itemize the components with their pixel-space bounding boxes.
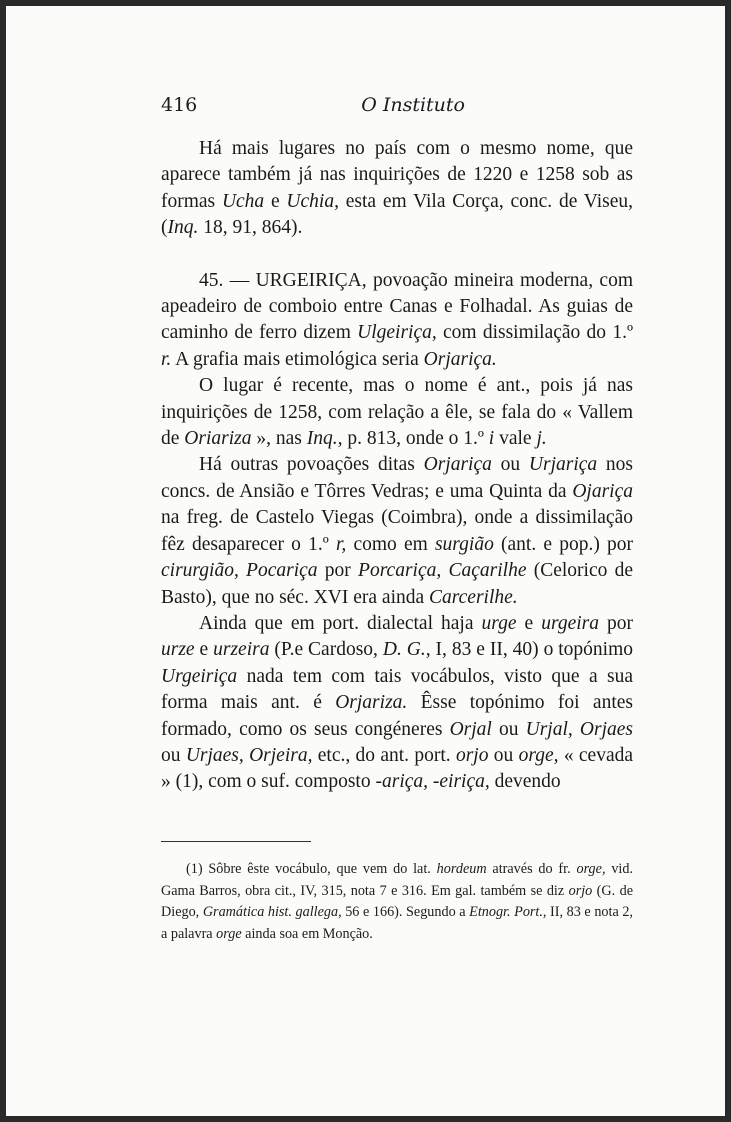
text-run: e (194, 639, 214, 661)
italic-term: i (488, 428, 495, 450)
italic-term: r. (161, 348, 172, 370)
text-run: através do fr. (486, 861, 577, 877)
italic-term: Etnogr. Port., (469, 904, 547, 920)
italic-term: orge, (518, 744, 559, 766)
italic-term: Uchia, (286, 190, 339, 212)
italic-term: urze (161, 639, 195, 661)
text-run: com dissimilação do 1.º (436, 322, 633, 344)
italic-term: Inq., (306, 428, 343, 450)
text-run: I, 83 e II, 40) o topónimo (430, 639, 634, 661)
italic-term: orge, (576, 861, 606, 877)
paragraph (161, 611, 633, 796)
text-run: vid. Gama Barros, obra cit., IV, 315, nota 7 e 316. Em gal. também se diz (161, 861, 633, 899)
text-run: Ainda que em port. dialectal haja (199, 612, 482, 634)
text-run: O lugar é recente, mas o nome é ant., pois já nas inquirições de 1258, com relação a êle, se fala do « Vallem de (161, 375, 633, 450)
italic-term: Orjariza. (335, 692, 408, 714)
italic-term: Carcerilhe. (429, 586, 518, 608)
text-run: 18, 91, 864). (198, 217, 303, 239)
italic-term: j. (536, 428, 547, 450)
italic-term: Orjariça. (423, 348, 497, 370)
italic-term: Porcariça, Caçarilhe (358, 560, 527, 582)
italic-term: Inq. (167, 217, 199, 239)
text-run: como em (346, 533, 435, 555)
page-number: 416 (161, 94, 198, 116)
text-run: (Celorico de Basto), que no séc. XVI era ainda (161, 560, 634, 608)
text-run: Há mais lugares no país com o mesmo nome, que aparece também já nas inquirições de 1220 e 1258 sob as formas (161, 138, 633, 212)
page-header (161, 94, 465, 124)
footnote-text (161, 859, 633, 945)
text-run: (G. de Diego, (161, 882, 633, 920)
italic-term: urge (481, 612, 517, 634)
text-run: etc., do ant. port. (312, 744, 456, 766)
running-title: O Instituto (361, 94, 465, 116)
italic-term: hordeum (436, 861, 487, 877)
text-run: ou (488, 744, 519, 766)
page (6, 6, 725, 1116)
italic-term: urzeira (213, 639, 270, 661)
text-run: A grafia mais etimológica seria (171, 348, 424, 370)
text-run: », nas (251, 428, 307, 450)
text-run: nada tem com tais vocábulos, visto que a sua forma mais ant. é (161, 665, 633, 714)
italic-term: D. G., (382, 639, 431, 661)
text-run: por (599, 612, 634, 634)
text-run: esta em Vila Corça, conc. de Viseu, ( (161, 190, 634, 239)
text-run: nos concs. de Ansião e Tôrres Vedras; e uma Quinta da (161, 454, 634, 502)
italic-term: Urjariça (528, 454, 598, 476)
italic-term: cirurgião, Pocariça (161, 560, 318, 582)
italic-term: Ulgeiriça, (357, 322, 437, 344)
body-text (161, 136, 633, 796)
text-run: (ant. e pop.) por (493, 533, 633, 555)
italic-term: Urjal, Orjaes (525, 718, 633, 740)
text-run: II, 83 e nota 2, a palavra (161, 904, 633, 942)
italic-term: orjo (568, 882, 593, 899)
italic-term: Ucha (221, 190, 265, 212)
paragraph (161, 136, 633, 242)
text-run: por (317, 560, 359, 582)
italic-term: urgeira (541, 612, 599, 634)
italic-term: Urgeiriça (161, 665, 238, 687)
italic-term: Oriariza (184, 428, 252, 450)
text-run: e (264, 190, 287, 212)
text-run: Há outras povoações ditas (199, 454, 424, 476)
text-run: na freg. de Castelo Viegas (Coimbra), onde a dissimilação fêz desaparecer o 1.º (161, 507, 633, 555)
text-run: ou (161, 744, 186, 766)
text-run: ou (491, 718, 526, 740)
italic-term: r, (335, 533, 347, 555)
text-run: (P.e Cardoso, (269, 639, 383, 661)
text-run: vale (494, 428, 537, 450)
text-run: devendo (489, 771, 561, 793)
text-run: e (516, 612, 542, 634)
italic-term: Orjariça (423, 454, 492, 476)
paragraph-entry-45 (161, 268, 633, 374)
italic-term: -ariça, -eiriça, (375, 771, 490, 793)
footnote (161, 859, 633, 945)
text-run: « cevada » (1), com o suf. composto (161, 744, 634, 793)
italic-term: Ojariça (572, 480, 633, 502)
italic-term: Orjal (449, 718, 492, 740)
text-run: p. 813, onde o 1.º (342, 428, 489, 450)
italic-term: orjo (455, 744, 489, 766)
text-run: (1) Sôbre êste vocábulo, que vem do lat. (186, 861, 437, 877)
footnote-divider (161, 841, 311, 842)
italic-term: Gramática hist. gallega, (202, 904, 342, 920)
text-run: ou (491, 454, 529, 476)
italic-term: Urjaes, Orjeira, (185, 744, 313, 766)
italic-term: orge (216, 925, 242, 942)
paragraph (161, 452, 633, 610)
text-run: 56 e 166). Segundo a (341, 904, 470, 920)
text-run: 45. — URGEIRIÇA, povoação mineira moderna, com apeadeiro de comboio entre Canas e Folhadal. As guias de caminho de ferro dizem (161, 269, 633, 344)
paragraph (161, 373, 633, 452)
text-run: Êsse topónimo foi antes formado, como os seus congéneres (161, 692, 633, 740)
italic-term: surgião (434, 533, 494, 555)
text-run: ainda soa em Monção. (241, 925, 373, 942)
